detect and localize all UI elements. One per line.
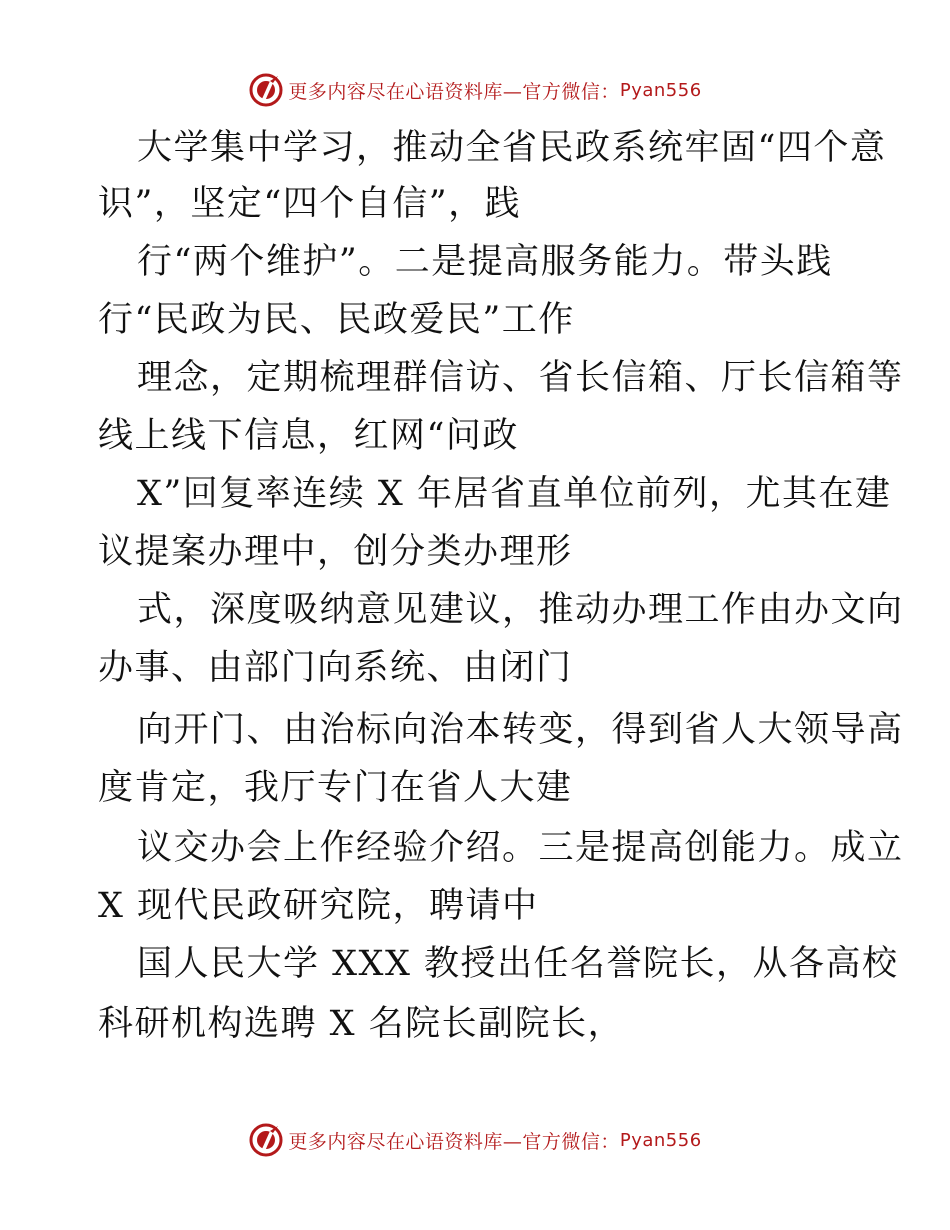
pen-nib-icon [248, 1122, 284, 1158]
watermark-header [0, 70, 950, 110]
text-line: 行“两个维护”。二是提高服务能力。带头践 [137, 242, 833, 282]
text-line: 科研机构选聘 X 名院长副院长， [98, 1004, 625, 1044]
text-line: X”回复率连续 X 年居省直单位前列，尤其在建 [137, 474, 892, 514]
text-line: 度肯定，我厅专门在省人大建 [98, 768, 573, 808]
text-line: X 现代民政研究院，聘请中 [98, 886, 539, 926]
text-line: 议交办会上作经验介绍。三是提高创能力。成立 [137, 828, 904, 868]
watermark-text: 更多内容尽在心语资料库—官方微信： [288, 1130, 620, 1153]
watermark-footer [0, 1120, 950, 1160]
text-line: 行“民政为民、民政爱民”工作 [98, 300, 575, 340]
text-line: 向开门、由治标向治本转变，得到省人大领导高 [137, 710, 904, 750]
pen-nib-icon [248, 72, 284, 108]
watermark-text: 更多内容尽在心语资料库—官方微信： [288, 80, 620, 103]
text-line: 式，深度吸纳意见建议，推动办理工作由办文向 [137, 590, 904, 630]
text-line: 办事、由部门向系统、由闭门 [98, 648, 573, 688]
watermark-wechat-id: Pyan556 [619, 1129, 702, 1151]
text-line: 理念，定期梳理群信访、省长信箱、厅长信箱等 [137, 358, 904, 398]
text-line: 识”，坚定“四个自信”，践 [98, 184, 522, 224]
watermark-wechat-id: Pyan556 [619, 79, 702, 101]
text-line: 大学集中学习，推动全省民政系统牢固“四个意 [137, 128, 887, 168]
text-line: 议提案办理中，创分类办理形 [98, 532, 573, 572]
text-line: 线上线下信息，红网“问政 [98, 416, 519, 456]
text-line: 国人民大学 XXX 教授出任名誉院长，从各高校 [137, 944, 899, 984]
